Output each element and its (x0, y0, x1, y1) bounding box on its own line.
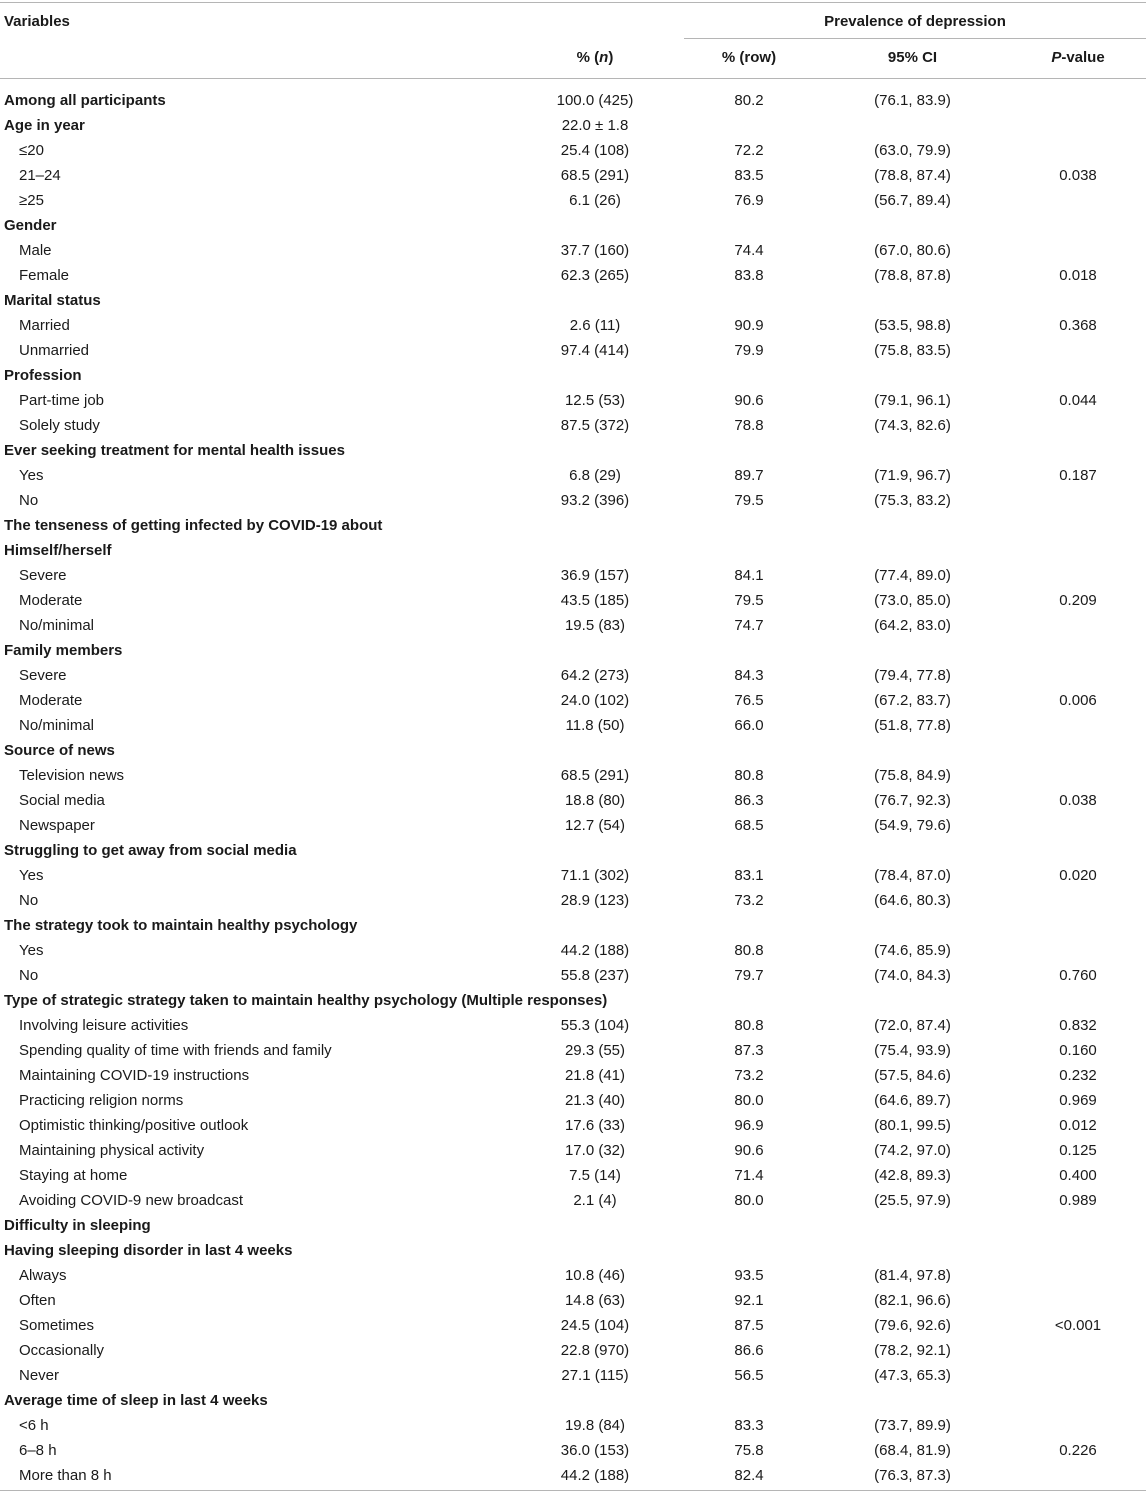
row-pct-n: 97.4 (414) (560, 342, 630, 359)
row-pct-row: 86.3 (734, 792, 764, 809)
row-pct-n: 2.6 (11) (569, 317, 621, 334)
row-label: Ever seeking treatment for mental health issues (4, 442, 345, 459)
row-p-value: <0.001 (1054, 1317, 1102, 1334)
row-pct-n: 44.2 (188) (560, 1467, 630, 1484)
row-ci: (68.4, 81.9) (874, 1442, 951, 1459)
header-p-suffix: -value (1061, 49, 1105, 66)
row-label: Married (19, 317, 70, 334)
row-ci: (64.2, 83.0) (874, 617, 951, 634)
row-ci: (78.4, 87.0) (874, 867, 951, 884)
row-label: Gender (4, 217, 57, 234)
row-label: Yes (19, 942, 44, 959)
header-prevalence-group: Prevalence of depression (824, 13, 1006, 30)
row-pct-row: 72.2 (734, 142, 764, 159)
row-pct-n: 6.8 (29) (569, 467, 621, 484)
row-ci: (82.1, 96.6) (874, 1292, 951, 1309)
row-pct-row: 68.5 (734, 817, 764, 834)
row-pct-n: 36.9 (157) (560, 567, 630, 584)
row-label: 6–8 h (19, 1442, 57, 1459)
row-pct-row: 71.4 (734, 1167, 764, 1184)
row-p-value: 0.012 (1059, 1117, 1097, 1134)
row-label: Television news (19, 767, 125, 784)
row-ci: (79.4, 77.8) (874, 667, 951, 684)
row-label: The strategy took to maintain healthy psychology (4, 917, 358, 934)
row-label: Moderate (19, 592, 83, 609)
row-label: Marital status (4, 292, 101, 309)
row-pct-row: 83.5 (734, 167, 764, 184)
row-ci: (73.0, 85.0) (874, 592, 951, 609)
row-ci: (64.6, 89.7) (874, 1092, 951, 1109)
row-pct-n: 28.9 (123) (560, 892, 630, 909)
row-pct-n: 12.7 (54) (564, 817, 626, 834)
row-pct-row: 80.0 (734, 1192, 764, 1209)
header-p-italic: P (1051, 49, 1062, 66)
row-label: Severe (19, 667, 67, 684)
row-pct-n: 37.7 (160) (560, 242, 630, 259)
row-p-value: 0.969 (1059, 1092, 1097, 1109)
row-ci: (51.8, 77.8) (874, 717, 951, 734)
row-ci: (75.8, 83.5) (874, 342, 951, 359)
row-p-value: 0.400 (1059, 1167, 1097, 1184)
row-pct-n: 6.1 (26) (569, 192, 621, 209)
row-ci: (71.9, 96.7) (874, 467, 951, 484)
row-pct-n: 11.8 (50) (565, 717, 625, 734)
row-pct-row: 73.2 (734, 892, 764, 909)
row-label: Among all participants (4, 92, 166, 109)
row-label: 21–24 (19, 167, 61, 184)
row-label: Female (19, 267, 70, 284)
row-pct-row: 90.9 (734, 317, 764, 334)
row-pct-n: 93.2 (396) (560, 492, 630, 509)
row-p-value: 0.160 (1059, 1042, 1097, 1059)
row-label: Unmarried (19, 342, 90, 359)
row-p-value: 0.006 (1059, 692, 1097, 709)
row-p-value: 0.232 (1059, 1067, 1097, 1084)
row-label: Always (19, 1267, 67, 1284)
row-pct-row: 87.3 (734, 1042, 764, 1059)
row-ci: (57.5, 84.6) (874, 1067, 951, 1084)
row-label: Spending quality of time with friends and family (19, 1042, 332, 1059)
row-pct-row: 75.8 (734, 1442, 764, 1459)
row-ci: (75.4, 93.9) (874, 1042, 951, 1059)
row-ci: (73.7, 89.9) (874, 1417, 951, 1434)
row-pct-row: 80.0 (734, 1092, 764, 1109)
row-p-value: 0.044 (1059, 392, 1097, 409)
row-pct-row: 56.5 (734, 1367, 764, 1384)
row-pct-n: 7.5 (14) (569, 1167, 621, 1184)
row-label: No/minimal (19, 617, 95, 634)
row-label: Solely study (19, 417, 100, 434)
row-label: ≥25 (19, 192, 44, 209)
row-pct-n: 64.2 (273) (560, 667, 630, 684)
row-p-value: 0.020 (1059, 867, 1097, 884)
row-pct-row: 96.9 (734, 1117, 764, 1134)
row-ci: (74.2, 97.0) (874, 1142, 951, 1159)
row-pct-n: 44.2 (188) (560, 942, 630, 959)
row-pct-row: 83.1 (734, 867, 764, 884)
row-label: Often (19, 1292, 56, 1309)
row-p-value: 0.989 (1059, 1192, 1097, 1209)
row-pct-row: 86.6 (734, 1342, 764, 1359)
row-label: Average time of sleep in last 4 weeks (4, 1392, 268, 1409)
row-pct-row: 87.5 (734, 1317, 764, 1334)
header-pct-n (510, 49, 680, 67)
row-ci: (80.1, 99.5) (874, 1117, 951, 1134)
table-bottom-rule (0, 1490, 1146, 1491)
row-pct-n: 68.5 (291) (560, 767, 630, 784)
row-label: Yes (19, 467, 44, 484)
row-pct-n: 27.1 (115) (561, 1367, 629, 1384)
row-pct-n: 62.3 (265) (560, 267, 630, 284)
row-pct-row: 78.8 (734, 417, 764, 434)
row-pct-n: 36.0 (153) (560, 1442, 630, 1459)
row-p-value: 0.187 (1059, 467, 1097, 484)
row-ci: (56.7, 89.4) (874, 192, 951, 209)
row-pct-row: 82.4 (734, 1467, 764, 1484)
row-ci: (78.8, 87.8) (874, 267, 951, 284)
row-pct-row: 84.3 (734, 667, 764, 684)
row-pct-n: 24.0 (102) (560, 692, 630, 709)
row-p-value: 0.832 (1059, 1017, 1097, 1034)
row-pct-row: 92.1 (734, 1292, 764, 1309)
row-label: Avoiding COVID-9 new broadcast (19, 1192, 244, 1209)
row-pct-n: 55.8 (237) (560, 967, 630, 984)
row-label: Involving leisure activities (19, 1017, 189, 1034)
row-ci: (64.6, 80.3) (874, 892, 951, 909)
row-label: Sometimes (19, 1317, 95, 1334)
row-label: ≤20 (19, 142, 44, 159)
row-ci: (76.7, 92.3) (874, 792, 951, 809)
row-ci: (79.6, 92.6) (874, 1317, 951, 1334)
row-pct-row: 74.4 (734, 242, 764, 259)
row-ci: (74.3, 82.6) (874, 417, 951, 434)
row-pct-n: 29.3 (55) (564, 1042, 626, 1059)
row-ci: (81.4, 97.8) (874, 1267, 951, 1284)
row-pct-n: 100.0 (425) (556, 92, 634, 109)
row-pct-row: 79.9 (734, 342, 764, 359)
row-label: Staying at home (19, 1167, 128, 1184)
row-ci: (78.8, 87.4) (874, 167, 951, 184)
header-pct-n-italic: n (599, 49, 609, 66)
row-ci: (76.1, 83.9) (874, 92, 951, 109)
row-pct-row: 80.2 (734, 92, 764, 109)
row-pct-row: 89.7 (734, 467, 764, 484)
row-pct-row: 83.8 (734, 267, 764, 284)
row-p-value: 0.038 (1059, 792, 1097, 809)
row-pct-n: 10.8 (46) (564, 1267, 626, 1284)
row-pct-n: 71.1 (302) (560, 867, 630, 884)
row-ci: (25.5, 97.9) (874, 1192, 951, 1209)
row-pct-row: 80.8 (734, 942, 764, 959)
row-label: No (19, 892, 39, 909)
row-ci: (76.3, 87.3) (874, 1467, 951, 1484)
row-pct-row: 90.6 (734, 1142, 764, 1159)
row-label: Practicing religion norms (19, 1092, 184, 1109)
row-ci: (47.3, 65.3) (874, 1367, 951, 1384)
row-pct-row: 84.1 (734, 567, 764, 584)
row-label: Social media (19, 792, 105, 809)
row-p-value: 0.226 (1059, 1442, 1097, 1459)
row-label: No (19, 967, 39, 984)
row-label: More than 8 h (19, 1467, 112, 1484)
row-pct-n: 21.3 (40) (564, 1092, 626, 1109)
row-ci: (77.4, 89.0) (874, 567, 951, 584)
row-pct-n: 21.8 (41) (564, 1067, 626, 1084)
table-top-rule (0, 2, 1146, 3)
row-label: Himself/herself (4, 542, 112, 559)
row-pct-row: 76.5 (734, 692, 764, 709)
row-ci: (72.0, 87.4) (874, 1017, 951, 1034)
row-ci: (75.8, 84.9) (874, 767, 951, 784)
row-pct-n: 17.6 (33) (564, 1117, 626, 1134)
row-p-value: 0.368 (1059, 317, 1097, 334)
row-p-value: 0.760 (1059, 967, 1097, 984)
row-pct-row: 73.2 (734, 1067, 764, 1084)
row-pct-row: 90.6 (734, 392, 764, 409)
row-pct-n: 17.0 (32) (564, 1142, 626, 1159)
row-pct-row: 79.5 (734, 492, 764, 509)
row-ci: (67.0, 80.6) (874, 242, 951, 259)
row-ci: (74.6, 85.9) (874, 942, 951, 959)
row-label: No (19, 492, 39, 509)
row-label: Occasionally (19, 1342, 105, 1359)
row-label: Source of news (4, 742, 115, 759)
row-label: Type of strategic strategy taken to maintain healthy psychology (Multiple responses) (4, 992, 608, 1009)
row-label: <6 h (19, 1417, 49, 1434)
row-pct-n: 87.5 (372) (560, 417, 630, 434)
row-ci: (78.2, 92.1) (874, 1342, 951, 1359)
row-pct-row: 83.3 (734, 1417, 764, 1434)
row-ci: (74.0, 84.3) (874, 967, 951, 984)
row-ci: (42.8, 89.3) (874, 1167, 951, 1184)
row-label: Family members (4, 642, 123, 659)
row-label: Yes (19, 867, 44, 884)
row-label: No/minimal (19, 717, 95, 734)
row-label: Age in year (4, 117, 85, 134)
row-pct-row: 79.5 (734, 592, 764, 609)
row-pct-row: 74.7 (734, 617, 764, 634)
row-label: Maintaining physical activity (19, 1142, 205, 1159)
row-pct-row: 79.7 (734, 967, 764, 984)
row-label: Newspaper (19, 817, 95, 834)
row-pct-n: 19.8 (84) (564, 1417, 626, 1434)
header-bottom-rule (0, 78, 1146, 79)
row-pct-n: 22.0 ± 1.8 (561, 117, 629, 134)
row-ci: (79.1, 96.1) (874, 392, 951, 409)
row-ci: (54.9, 79.6) (874, 817, 951, 834)
row-label: Optimistic thinking/positive outlook (19, 1117, 249, 1134)
row-pct-row: 76.9 (734, 192, 764, 209)
row-pct-n: 24.5 (104) (560, 1317, 630, 1334)
row-p-value: 0.018 (1059, 267, 1097, 284)
row-ci: (67.2, 83.7) (874, 692, 951, 709)
row-p-value: 0.209 (1059, 592, 1097, 609)
row-label: Having sleeping disorder in last 4 weeks (4, 1242, 293, 1259)
row-label: Severe (19, 567, 67, 584)
header-pct-suffix: ) (608, 49, 614, 66)
row-pct-row: 93.5 (734, 1267, 764, 1284)
header-p-value (1010, 49, 1146, 67)
header-variables: Variables (4, 13, 70, 30)
row-pct-n: 12.5 (53) (564, 392, 626, 409)
row-label: The tenseness of getting infected by COVID-19 about (4, 517, 383, 534)
row-ci: (53.5, 98.8) (874, 317, 951, 334)
row-ci: (75.3, 83.2) (874, 492, 951, 509)
row-label: Male (19, 242, 52, 259)
row-pct-row: 80.8 (734, 767, 764, 784)
row-pct-n: 68.5 (291) (560, 167, 630, 184)
header-pct-row: % (row) (721, 49, 777, 66)
row-label: Difficulty in sleeping (4, 1217, 151, 1234)
row-p-value: 0.125 (1059, 1142, 1097, 1159)
row-label: Struggling to get away from social media (4, 842, 297, 859)
row-pct-row: 66.0 (734, 717, 764, 734)
group-header-rule (684, 38, 1146, 39)
row-pct-n: 25.4 (108) (560, 142, 630, 159)
row-pct-n: 55.3 (104) (560, 1017, 630, 1034)
row-label: Profession (4, 367, 82, 384)
row-pct-n: 19.5 (83) (564, 617, 626, 634)
row-label: Never (19, 1367, 60, 1384)
row-pct-n: 43.5 (185) (560, 592, 630, 609)
row-ci: (63.0, 79.9) (874, 142, 951, 159)
row-pct-n: 22.8 (970) (560, 1342, 630, 1359)
row-pct-n: 14.8 (63) (564, 1292, 626, 1309)
header-ci: 95% CI (887, 49, 938, 66)
row-p-value: 0.038 (1059, 167, 1097, 184)
header-pct-prefix: % ( (576, 49, 600, 66)
row-label: Maintaining COVID-19 instructions (19, 1067, 250, 1084)
row-pct-n: 18.8 (80) (564, 792, 626, 809)
row-label: Moderate (19, 692, 83, 709)
row-pct-n: 2.1 (4) (573, 1192, 617, 1209)
row-label: Part-time job (19, 392, 105, 409)
row-pct-row: 80.8 (734, 1017, 764, 1034)
